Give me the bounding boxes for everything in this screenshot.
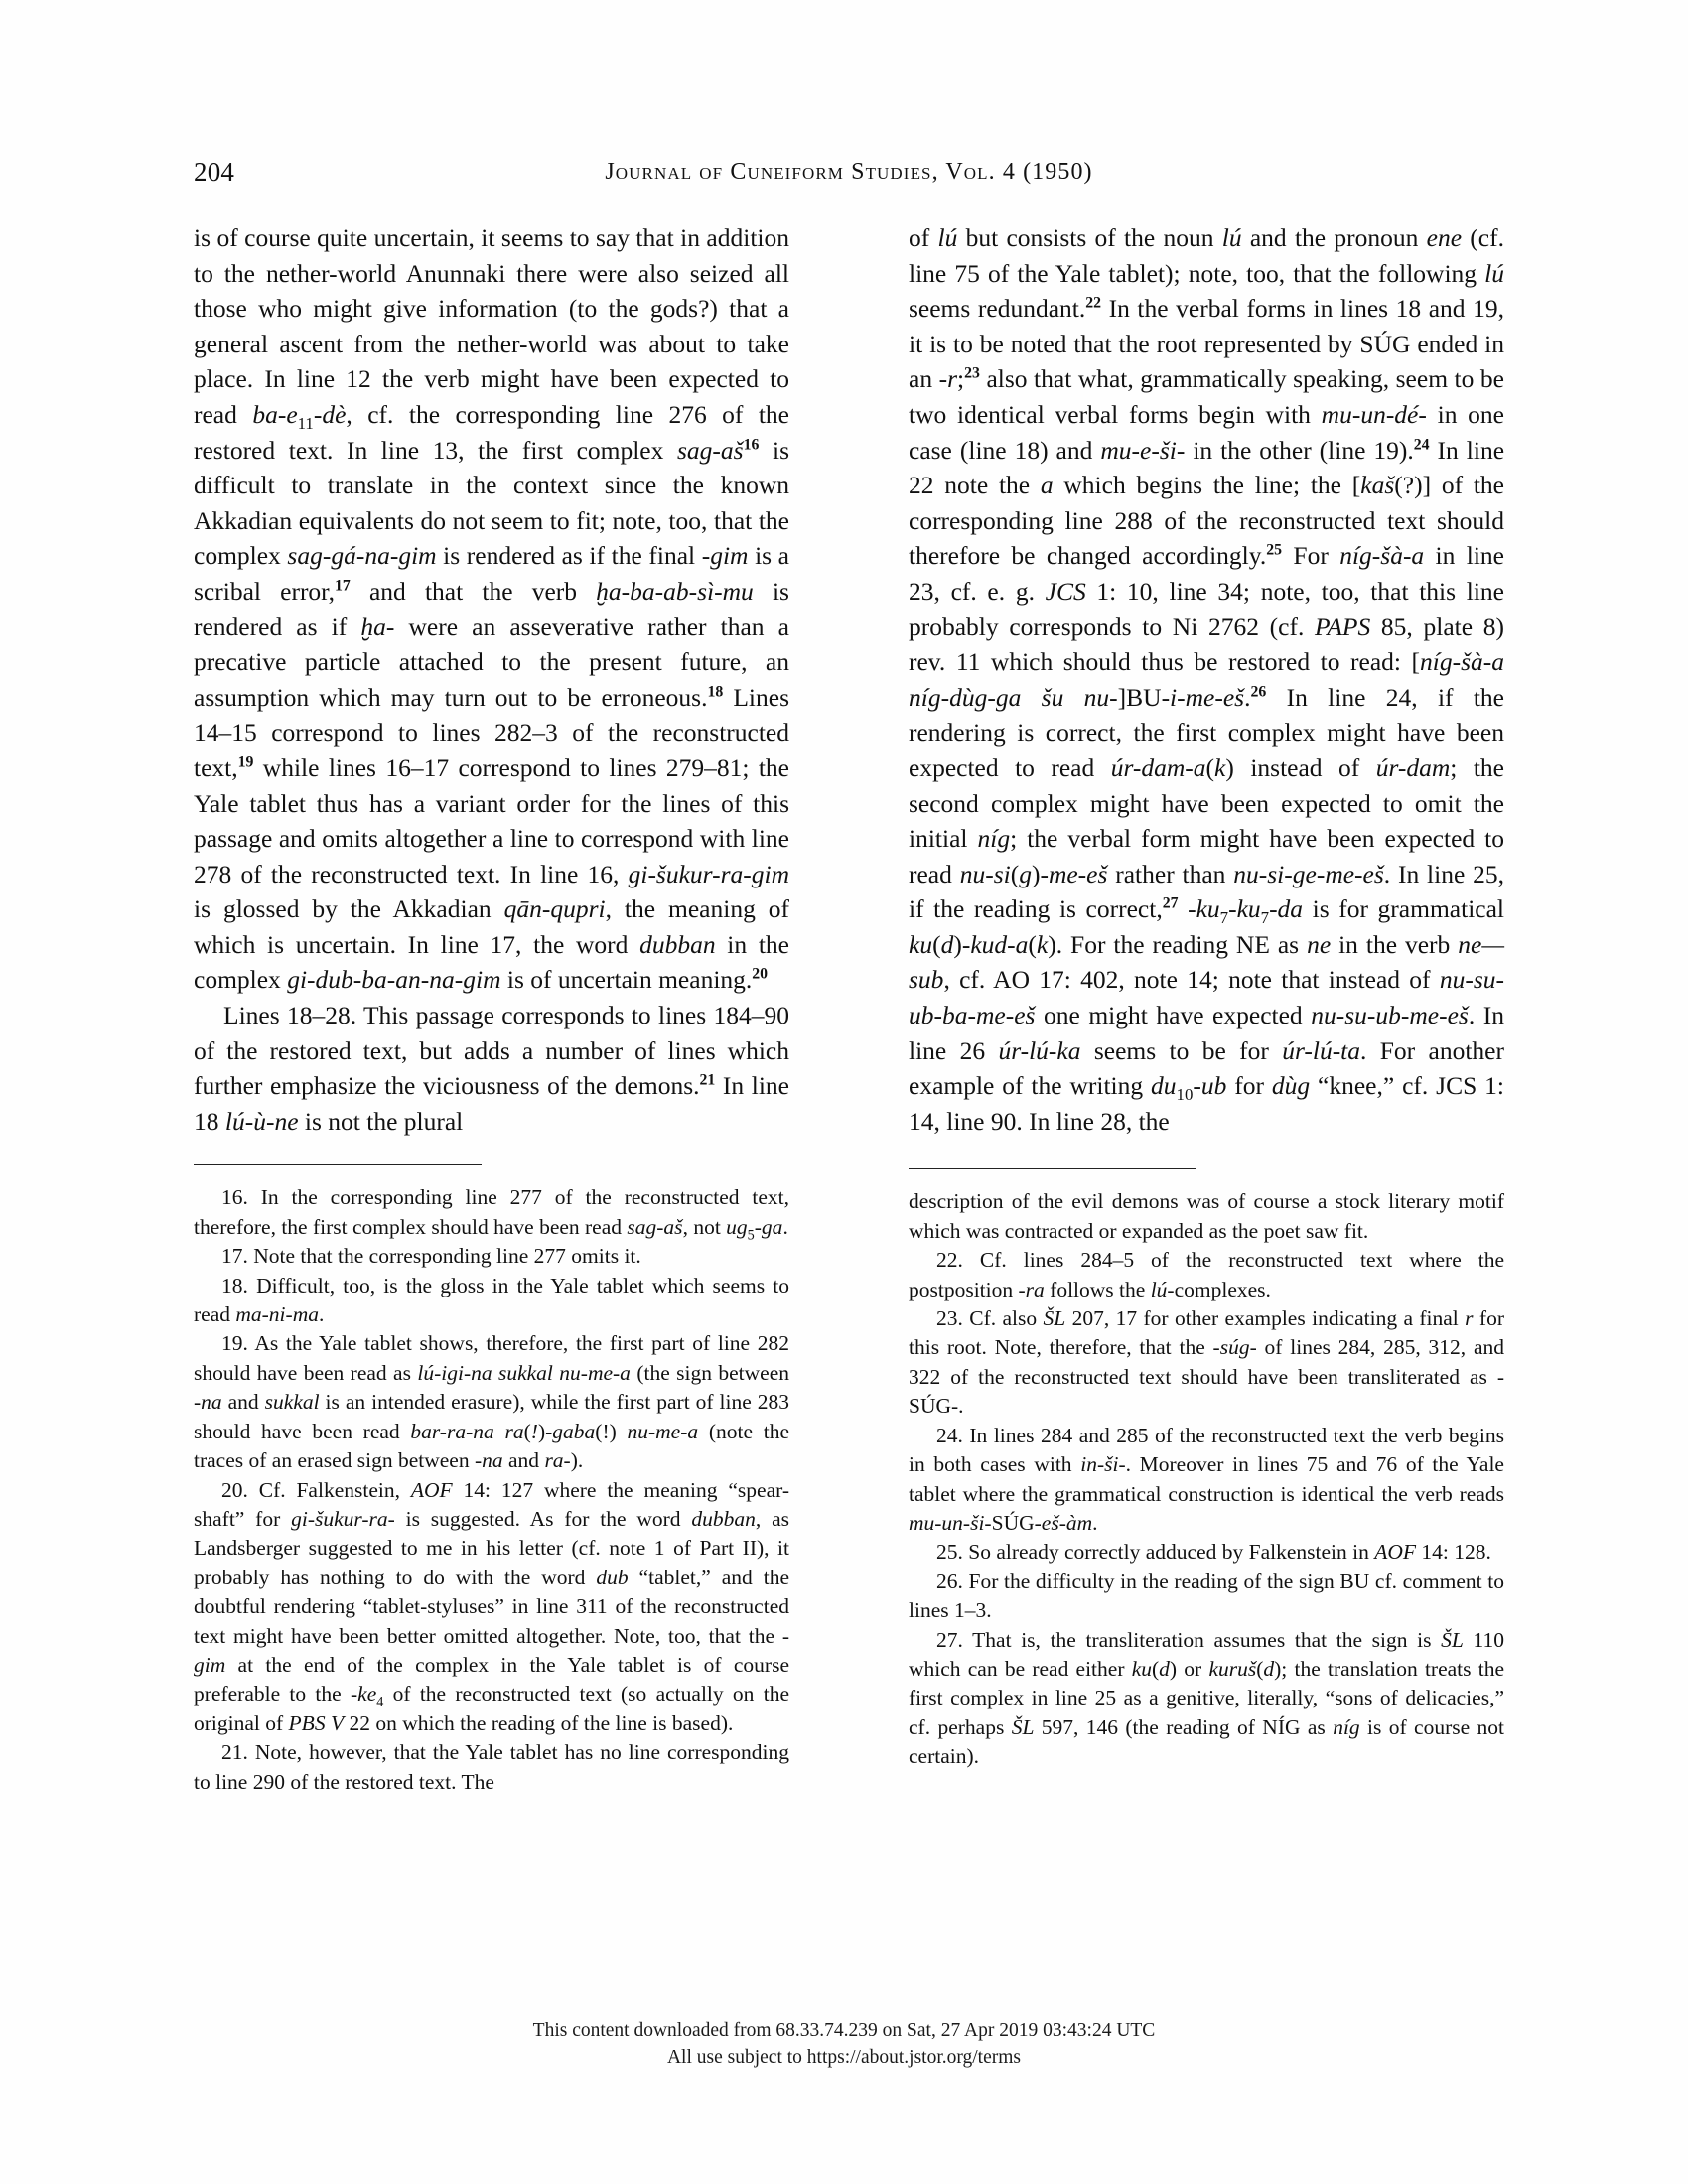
body-paragraph: Lines 18–28. This passage corresponds to lines 184–90 of the restored text, but adds a number of lines which further emphasize the viciousness of the demons.$^{21}$ In line 18 lú-ù-ne is not the plural	[194, 1001, 789, 1136]
footnote-22: 22. Cf. lines 284–5 of the reconstructed text where the postposition -ra follows the lú-complexes.	[909, 1248, 1504, 1301]
right-column	[909, 220, 1504, 1797]
footnote-19: 19. As the Yale tablet shows, therefore, the first part of line 282 should have been read as lú-igi-na sukkal nu-me-a (the sign between -na and sukkal is an intended erasure), while the first part of line 283 should have been read bar-ra-na ra(!)-gaba(!) nu-me-a (note the traces of an erased sign between -na and ra-).	[194, 1331, 789, 1473]
terms-line: All use subject to https://about.jstor.org/terms	[666, 2047, 1022, 2068]
footnote-18: 18. Difficult, too, is the gloss in the Yale tablet which seems to read ma-ni-ma.	[194, 1273, 789, 1327]
footnote-separator-rule	[909, 1168, 1196, 1169]
body-paragraph: of lú but consists of the noun lú and the pronoun ene (cf. line 75 of the Yale tablet); note, too, that the following lú seems redundant.$^{22}$ In the verbal forms in lines 18 and 19, it is to be noted that the root represented by SÚG ended in an -r;$^{23}$ also that what, grammatically speaking, seem to be two identical verbal forms begin with mu-un-dé- in one case (line 18) and mu-e-ši- in the other (line 19).$^{24}$ In line 22 note the a which begins the line; the [kaš(?)] of the corresponding line 288 of the reconstructed text should therefore be changed accordingly.$^{25}$ For níg-šà-a in line 23, cf. e. g. JCS 1: 10, line 34; note, too, that this line probably corresponds to Ni 2762 (cf. PAPS 85, plate 8) rev. 11 which should thus be restored to read: [níg-šà-a níg-dùg-ga šu nu-]BU-i-me-eš.$^{26}$ In line 24, if the rendering is correct, the first complex might have been expected to read úr-dam-a(k) instead of úr-dam; the second complex might have been expected to omit the initial níg; the verbal form might have been expected to read nu-si(g)-me-eš rather than nu-si-ge-me-eš. In line 25, if the reading is correct,$^{27}$ $-ku_7-ku_7-da$ is for grammatical ku(d)-kud-a(k). For the reading NE as ne in the verb ne—sub, cf. AO 17: 402, note 14; note that instead of nu-su-ub-ba-me-eš one might have expected nu-su-ub-me-eš. In line 26 úr-lú-ka seems to be for úr-lú-ta. For another example of the writing $du_{10}-ub$ for dùg “knee,” cf. JCS 1: 14, line 90. In line 28, the	[909, 223, 1505, 1136]
footnote-26: 26. For the difficulty in the reading of the sign BU cf. comment to lines 1–3.	[909, 1569, 1504, 1623]
two-column-layout	[194, 220, 1504, 1797]
footnote-23: 23. Cf. also ŠL 207, 17 for other examples indicating a final r for this root. Note, therefore, that the -súg- of lines 284, 285, 312, and 322 of the reconstructed text should have been transliterated as -SÚG-.	[909, 1306, 1505, 1419]
footnote-21: 21. Note, however, that the Yale tablet has no line corresponding to line 290 of the restored text. The	[194, 1740, 789, 1794]
footnote-27: 27. That is, the transliteration assumes that the sign is ŠL 110 which can be read either ku(d) or kuruš(d); the translation treats the first complex in line 25 as a genitive, literally, “sons of delicacies,” cf. perhaps ŠL 597, 146 (the reading of NÍG as níg is of course not certain).	[909, 1627, 1504, 1769]
jstor-footer	[0, 2017, 1688, 2071]
footnote-continuation: description of the evil demons was of course a stock literary motif which was contracted or expanded as the poet saw fit.	[909, 1189, 1504, 1243]
page-number: 204	[194, 157, 235, 187]
footnote-25: 25. So already correctly adduced by Falkenstein in AOF 14: 128.	[936, 1540, 1491, 1565]
footnote-24: 24. In lines 284 and 285 of the reconstructed text the verb begins in both cases with in-ši-. Moreover in lines 75 and 76 of the Yale tablet where the grammatical construction is identical the verb reads mu-un-ši-SÚG-eš-àm.	[909, 1423, 1504, 1535]
journal-title: Journal of Cuneiform Studies, Vol. 4 (1950)	[605, 159, 1093, 185]
body-paragraph: is of course quite uncertain, it seems to say that in addition to the nether-world Anunnaki there were also seized all those who might give information (to the gods?) that a general ascent from the nether-world was about to take place. In line 12 the verb might have been expected to read $ba-e_{11}-dè$, cf. the corresponding line 276 of the restored text. In line 13, the first complex sag-$aš^{16}$ is difficult to translate in the context since the known Akkadian equivalents do not seem to fit; note, too, that the complex sag-gá-na-gim is rendered as if the final -gim is a scribal error,$^{17}$ and that the verb ḫa-ba-ab-sì-mu is rendered as if ḫa- were an asseverative rather than a precative particle attached to the present future, an assumption which may turn out to be erroneous.$^{18}$ Lines 14–15 correspond to lines 282–3 of the reconstructed text,$^{19}$ while lines 16–17 correspond to lines 279–81; the Yale tablet thus has a variant order for the lines of this passage and omits altogether a line to correspond with line 278 of the reconstructed text. In line 16, gi-šukur-ra-gim is glossed by the Akkadian qān-qupri, the meaning of which is uncertain. In line 17, the word dubban in the complex gi-dub-ba-an-na-gim is of uncertain meaning.$^{20}$	[194, 223, 790, 995]
footnote-16: 16. In the corresponding line 277 of the reconstructed text, therefore, the first complex should have been read sag-aš, not $ug_5-ga$.	[194, 1185, 789, 1244]
footnote-20: 20. Cf. Falkenstein, AOF 14: 127 where the meaning “spear-shaft” for gi-šukur-ra- is suggested. As for the word dubban, as Landsberger suggested to me in his letter (cf. note 1 of Part II), it probably has nothing to do with the word dub “tablet,” and the doubtful rendering “tablet-styluses” in line 311 of the reconstructed text might have been better omitted altogether. Note, too, that the -gim at the end of the complex in the Yale tablet is of course preferable to the $-ke_4$ of the reconstructed text (so actually on the original of PBS V 22 on which the reading of the line is based).	[194, 1477, 789, 1735]
footnote-separator-rule	[194, 1164, 482, 1165]
running-head	[194, 157, 1504, 191]
left-column	[194, 220, 789, 1797]
footnote-17: 17. Note that the corresponding line 277 omits it.	[221, 1244, 641, 1269]
download-source-line: This content downloaded from 68.33.74.239 on Sat, 27 Apr 2019 03:43:24 UTC	[532, 2020, 1156, 2041]
